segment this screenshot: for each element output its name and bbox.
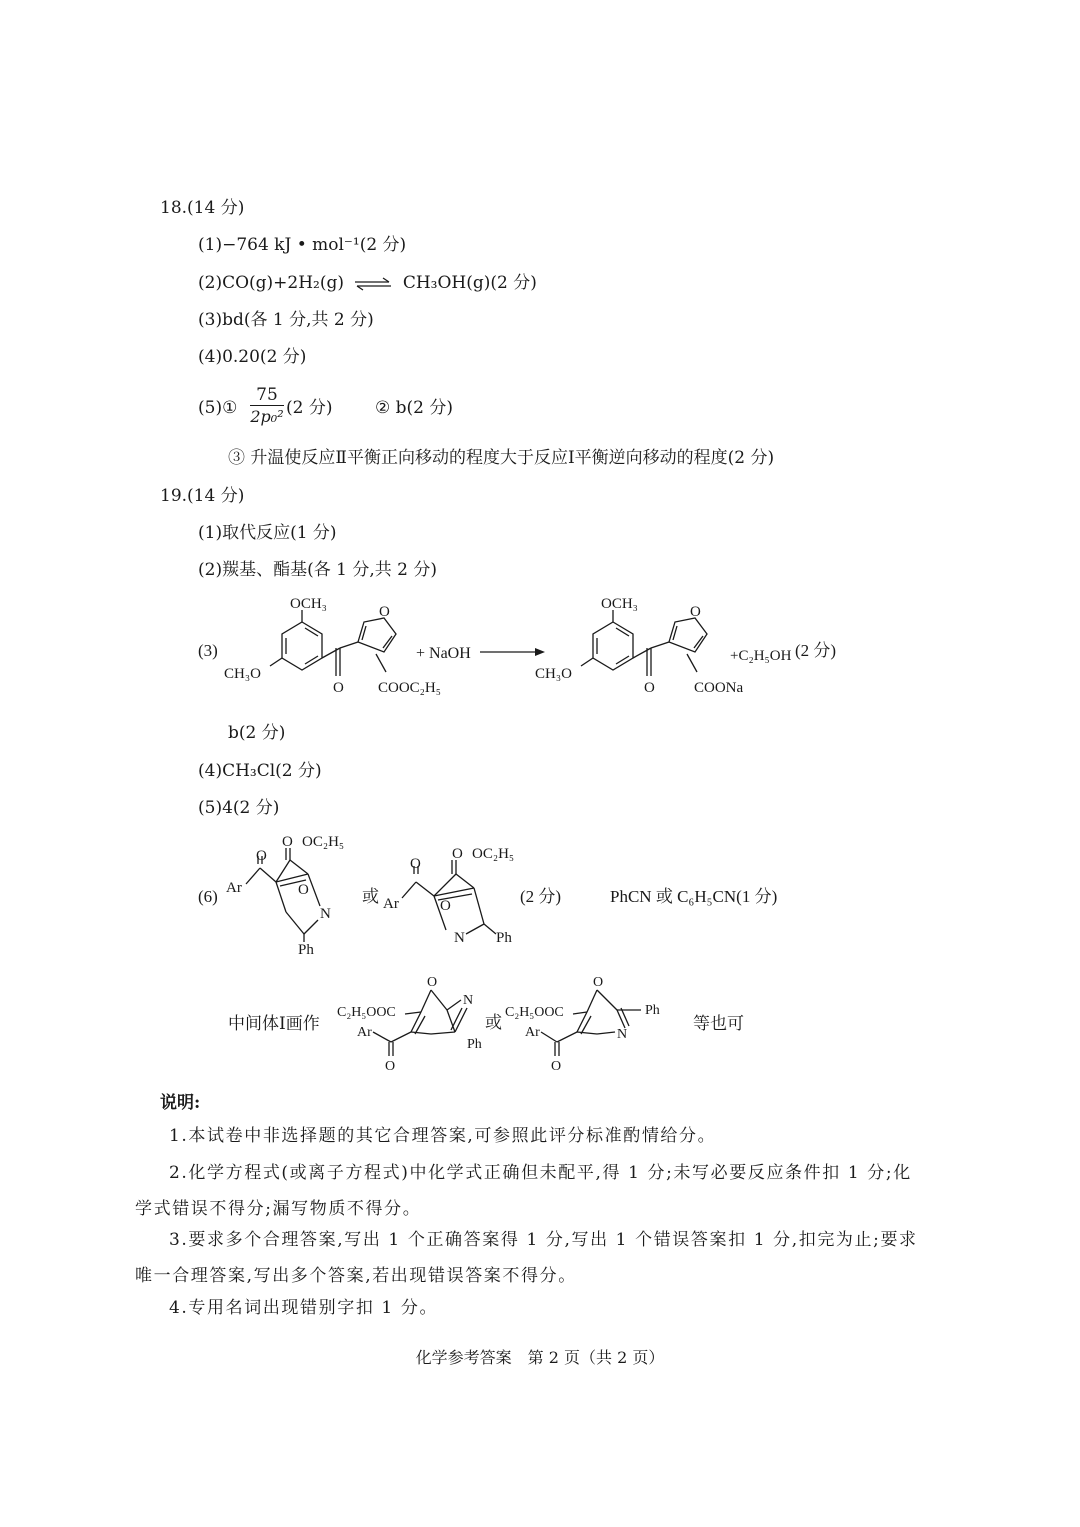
q18-part5-score: (2 分) [286,398,333,418]
structure-c-ar: Ar [357,1025,372,1040]
reactant-furan-o: O [379,604,390,620]
structure-d-bridge-o: O [593,975,604,990]
structure-a-ester-o: O [282,834,293,850]
q19-part6-structures [190,830,1070,960]
q18-part5-fraction [250,385,284,428]
q19-part3-reaction-scheme [190,592,1070,712]
product-benzene-ring [581,610,669,676]
q18-part4: (4)0.20(2 分) [198,347,307,367]
q19-part5: (5)4(2 分) [198,798,280,818]
structure-a-ester: OC₂H₅ [302,834,345,850]
product-methoxy-top: OCH₃ [601,596,638,612]
structure-d-bonds [541,990,641,1056]
q19-part3b: b(2 分) [228,723,286,743]
notes-title: 说明: [160,1093,201,1113]
intermediate-or: 或 [485,1013,502,1032]
product-salt: COONa [694,680,744,696]
structure-a-n: N [320,906,331,922]
q19-header: 19.(14 分) [160,486,245,506]
page-footer: 化学参考答案 第 2 页（共 2 页） [415,1348,665,1367]
q19-part2: (2)羰基、酯基(各 1 分,共 2 分) [198,560,437,580]
intermediate-lead: 中间体Ⅰ画作 [228,1014,320,1034]
structure-or: 或 [362,887,379,906]
intermediate-tail: 等也可 [693,1014,744,1034]
structure-d-ph: Ph [645,1003,660,1018]
structure-a-ph: Ph [298,942,314,958]
reactant-furan-ring [358,618,396,672]
structure-b-ar: Ar [383,896,399,912]
structure-b-ester-o: O [452,846,463,862]
reactant-carbonyl-o: O [333,680,344,696]
q18-part5-third: ③ 升温使反应Ⅱ平衡正向移动的程度大于反应Ⅰ平衡逆向移动的程度(2 分) [228,448,775,468]
equilibrium-arrow-icon [353,277,393,291]
q18-part2-right: CH₃OH(g)(2 分) [402,273,537,293]
reactant-methoxy-left: CH₃O [224,666,261,682]
structure-b-ester: OC₂H₅ [472,846,515,862]
q18-part2 [198,272,537,294]
structure-a-acyl-o: O [256,848,267,864]
q18-part5-second: ② b(2 分) [375,398,454,418]
reactant-benzene-ring [270,610,358,676]
reaction-arrow-icon [480,648,545,656]
q19-part4: (4)CH₃Cl(2 分) [198,761,322,781]
q19-part6-score: (2 分) [520,887,562,906]
q18-part5-prefix: (5)① [198,398,238,418]
fraction-numerator: 75 [250,385,284,406]
structure-b-bridge-o: O [440,898,451,914]
q18-part2-left: (2)CO(g)+2H₂(g) [198,273,345,293]
structure-a-ar: Ar [226,880,242,896]
structure-a-bridge-o: O [298,882,309,898]
intermediate-structures [335,972,715,1072]
structure-b-acyl-o: O [410,856,421,872]
q19-part6-answer: PhCN 或 C₆H₅CN(1 分) [610,887,778,906]
reactant-ester: COOC₂H₅ [378,680,441,696]
structure-c-n: N [463,993,474,1008]
product-furan-o: O [690,604,701,620]
q18-part3: (3)bd(各 1 分,共 2 分) [198,310,374,330]
fraction-denominator: 2p₀² [250,407,284,426]
reagent-naoh: + NaOH [416,645,471,662]
q19-part6-label: (6) [198,887,218,906]
structure-b-n: N [454,930,465,946]
q19-part1: (1)取代反应(1 分) [198,523,337,543]
note-item-2: 2.化学方程式(或离子方程式)中化学式正确但未配平,得 1 分;未写必要反应条件扣 1 分;化学式错误不得分;漏写物质不得分。 [135,1163,912,1219]
q18-part1: (1)−764 kJ • mol⁻¹(2 分) [198,235,407,255]
note-item-4: 4.专用名词出现错别字扣 1 分。 [169,1298,439,1318]
product-methoxy-left: CH₃O [535,666,572,682]
structure-c-ph: Ph [467,1037,482,1052]
structure-c-acyl-o: O [385,1059,396,1072]
structure-d-acyl-o: O [551,1059,562,1072]
product-carbonyl-o: O [644,680,655,696]
reactant-methoxy-top: OCH₃ [290,596,327,612]
structure-d-ar: Ar [525,1025,540,1040]
q19-part3-score: (2 分) [795,641,837,660]
structure-c-ester: C₂H₅OOC [337,1005,396,1020]
note-item-1: 1.本试卷中非选择题的其它合理答案,可参照此评分标准酌情给分。 [169,1126,717,1146]
q18-header: 18.(14 分) [160,198,245,218]
structure-c-bonds [373,990,467,1056]
structure-b-ph: Ph [496,930,512,946]
structure-d-n: N [617,1027,628,1042]
structure-c-bridge-o: O [427,975,438,990]
structure-d-ester: C₂H₅OOC [505,1005,564,1020]
note-item-3: 3.要求多个合理答案,写出 1 个正确答案得 1 分,写出 1 个错误答案扣 1 分,扣完为止;要求唯一合理答案,写出多个答案,若出现错误答案不得分。 [135,1230,918,1286]
product-furan-ring [669,618,707,672]
byproduct-ethanol: +C₂H₅OH [730,648,792,664]
q19-part3-label: (3) [198,641,218,660]
